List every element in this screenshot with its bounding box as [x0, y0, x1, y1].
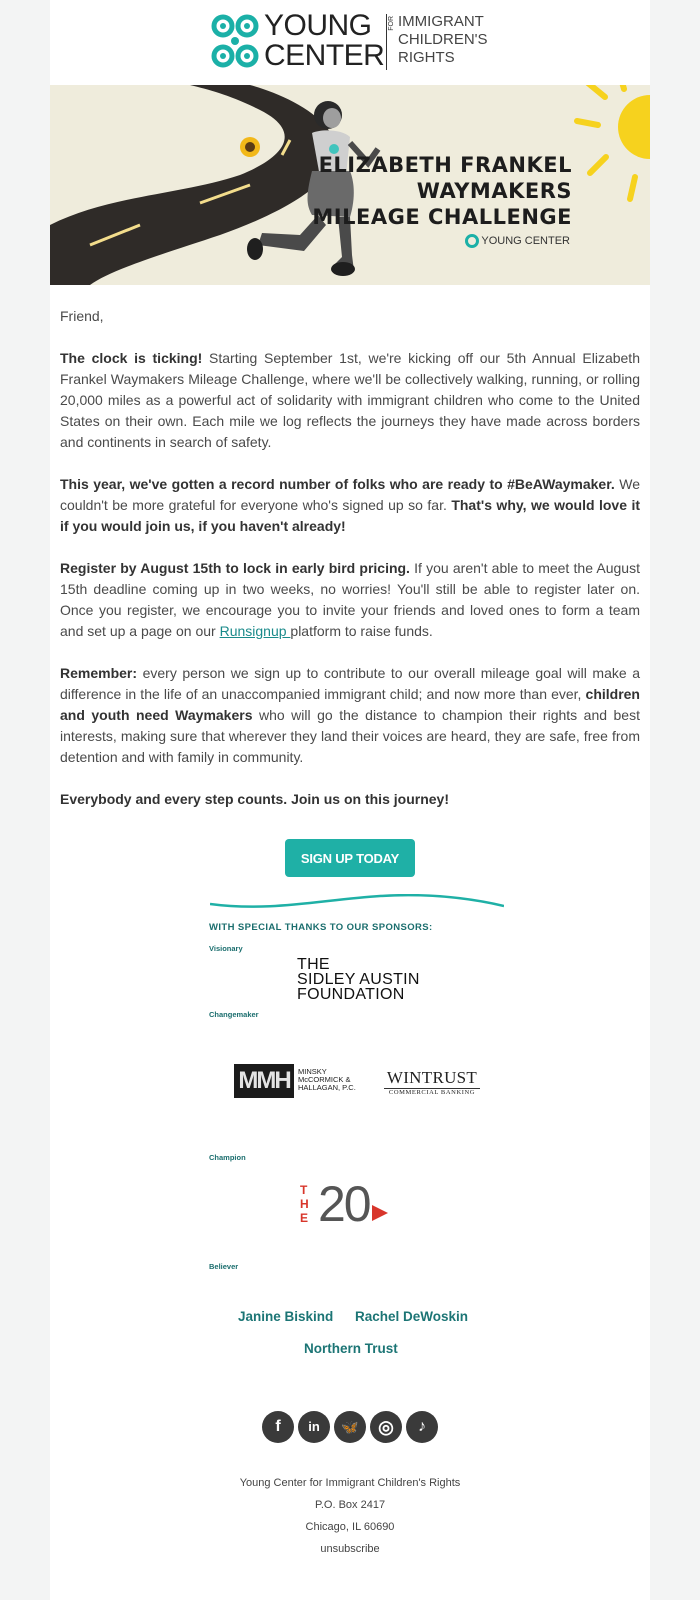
logo-sub-rights: RIGHTS: [398, 49, 455, 66]
p3-bold: Register by August 15th to lock in early bird pricing.: [60, 560, 410, 576]
mmh-text: [298, 1068, 356, 1092]
logo-for: FOR: [388, 16, 395, 31]
sponsors-heading: WITH SPECIAL THANKS TO OUR SPONSORS:: [209, 922, 433, 933]
p2-bold1: This year, we've gotten a record number of folks who are ready to #BeAWaymaker.: [60, 476, 615, 492]
logo-sub-immigrant: IMMIGRANT: [398, 13, 484, 30]
facebook-icon[interactable]: f: [262, 1411, 294, 1443]
the20-number: 20: [318, 1176, 370, 1232]
wintrust-name: WINTRUST: [384, 1068, 480, 1089]
footer-org: Young Center for Immigrant Children's Rights: [239, 1477, 461, 1489]
tier-champion: Champion: [209, 1153, 246, 1162]
banner-title-line2: WAYMAKERS: [416, 179, 572, 203]
p3-text2: platform to raise funds.: [290, 623, 433, 639]
sidley-austin-logo[interactable]: [297, 957, 420, 1002]
greeting: Friend,: [60, 308, 104, 324]
tier-believer: Believer: [209, 1262, 239, 1271]
footer-po-box: P.O. Box 2417: [314, 1499, 386, 1511]
p1-bold: The clock is ticking!: [60, 350, 203, 366]
p5-bold: Everybody and every step counts. Join us on this journey!: [60, 791, 449, 807]
logo-word-young: YOUNG: [264, 9, 372, 42]
linkedin-icon[interactable]: in: [298, 1411, 330, 1443]
p1-text: Starting September 1st, we're kicking off our 5th Annual Elizabeth Frankel Waymakers Mileage Challenge, where we'll be collectively walking, running, or rolling 20,000 miles as a powerful act of solidarity with immigrant children who come to the United States on their own. Each mile we log reflects the journeys they have made across borders and continents in search of safety.: [60, 350, 640, 450]
logo-word-center: CENTER: [264, 39, 385, 72]
paragraph-remember: [60, 663, 640, 768]
sun-icon: [577, 85, 650, 199]
instagram-icon[interactable]: ◎: [370, 1411, 402, 1443]
believer-janine-biskind: Janine Biskind: [238, 1309, 334, 1324]
p4-bold1: Remember:: [60, 665, 138, 681]
sidley-line2: SIDLEY AUSTIN: [297, 971, 420, 988]
paragraph-record: [60, 474, 640, 537]
mmh-mark: MMH: [234, 1064, 294, 1098]
logo-divider: [386, 14, 387, 70]
tiktok-icon[interactable]: ♪: [406, 1411, 438, 1443]
logo-sub-childrens: CHILDREN'S: [398, 31, 488, 48]
email-body: [60, 306, 640, 831]
believer-northern-trust: Northern Trust: [304, 1341, 398, 1356]
sunflower-icon: [240, 137, 260, 157]
believer-rachel-dewoskin: Rachel DeWoskin: [355, 1309, 469, 1324]
bluesky-icon[interactable]: 🦋: [334, 1411, 366, 1443]
mmh-logo[interactable]: [234, 1062, 374, 1100]
mmh-line1: MINSKY: [298, 1067, 327, 1076]
paragraph-closing: [60, 789, 640, 810]
the20-logo[interactable]: [300, 1176, 400, 1235]
email-card: [50, 0, 650, 1600]
p4-bold2: children and youth need Waymakers: [60, 686, 640, 723]
wintrust-logo[interactable]: [384, 1068, 480, 1096]
paragraph-clock: [60, 348, 640, 453]
footer-unsubscribe-row: [50, 1543, 650, 1555]
unsubscribe-link[interactable]: unsubscribe: [320, 1543, 380, 1555]
hero-banner[interactable]: [50, 85, 650, 285]
play-triangle-icon: [370, 1203, 390, 1223]
footer-city: Chicago, IL 60690: [305, 1521, 395, 1533]
banner-title-line1: ELIZABETH FRANKEL: [318, 153, 572, 177]
runsignup-link[interactable]: Runsignup: [219, 623, 291, 639]
spiral-logo-icon: [210, 12, 260, 72]
paragraph-register: [60, 558, 640, 642]
p2-bold2: That's why, we would love it if you would join us, if you haven't already!: [60, 497, 640, 534]
p2-text: We couldn't be more grateful for everyone who's signed up so far.: [60, 476, 640, 513]
sign-up-today-button[interactable]: SIGN UP TODAY: [285, 839, 415, 877]
p3-text1: If you aren't able to meet the August 15th deadline coming up in two weeks, no worries! You'll still be able to register later on. Once you register, we encourage you to invite your friends and loved ones to form a team and set up a page on our: [60, 560, 640, 639]
mini-spiral-icon: [465, 234, 479, 248]
p4-text2: who will go the distance to champion their rights and best interests, making sure that wherever they land their voices are heard, they are safe, free from detention and with family in community.: [60, 707, 640, 765]
the20-vertical: THE: [300, 1183, 309, 1225]
banner-title-line3: MILEAGE CHALLENGE: [312, 205, 572, 229]
banner-mini-logo: [465, 234, 570, 248]
young-center-logo[interactable]: [210, 10, 510, 74]
wintrust-tagline: COMMERCIAL BANKING: [388, 1089, 476, 1096]
sidley-line1: THE: [297, 956, 330, 973]
tier-visionary: Visionary: [209, 944, 243, 953]
banner-mini-logo-text: YOUNG CENTER: [481, 234, 570, 247]
tier-changemaker: Changemaker: [209, 1010, 259, 1019]
mmh-line3: HALLAGAN, P.C.: [298, 1083, 356, 1092]
sidley-line3: FOUNDATION: [297, 986, 405, 1003]
p4-text1: every person we sign up to contribute to our overall mileage goal will make a difference in the life of an unaccompanied immigrant child; and now more than ever,: [60, 665, 640, 702]
mmh-line2: McCORMICK &: [298, 1075, 351, 1084]
wave-divider: [210, 894, 504, 912]
